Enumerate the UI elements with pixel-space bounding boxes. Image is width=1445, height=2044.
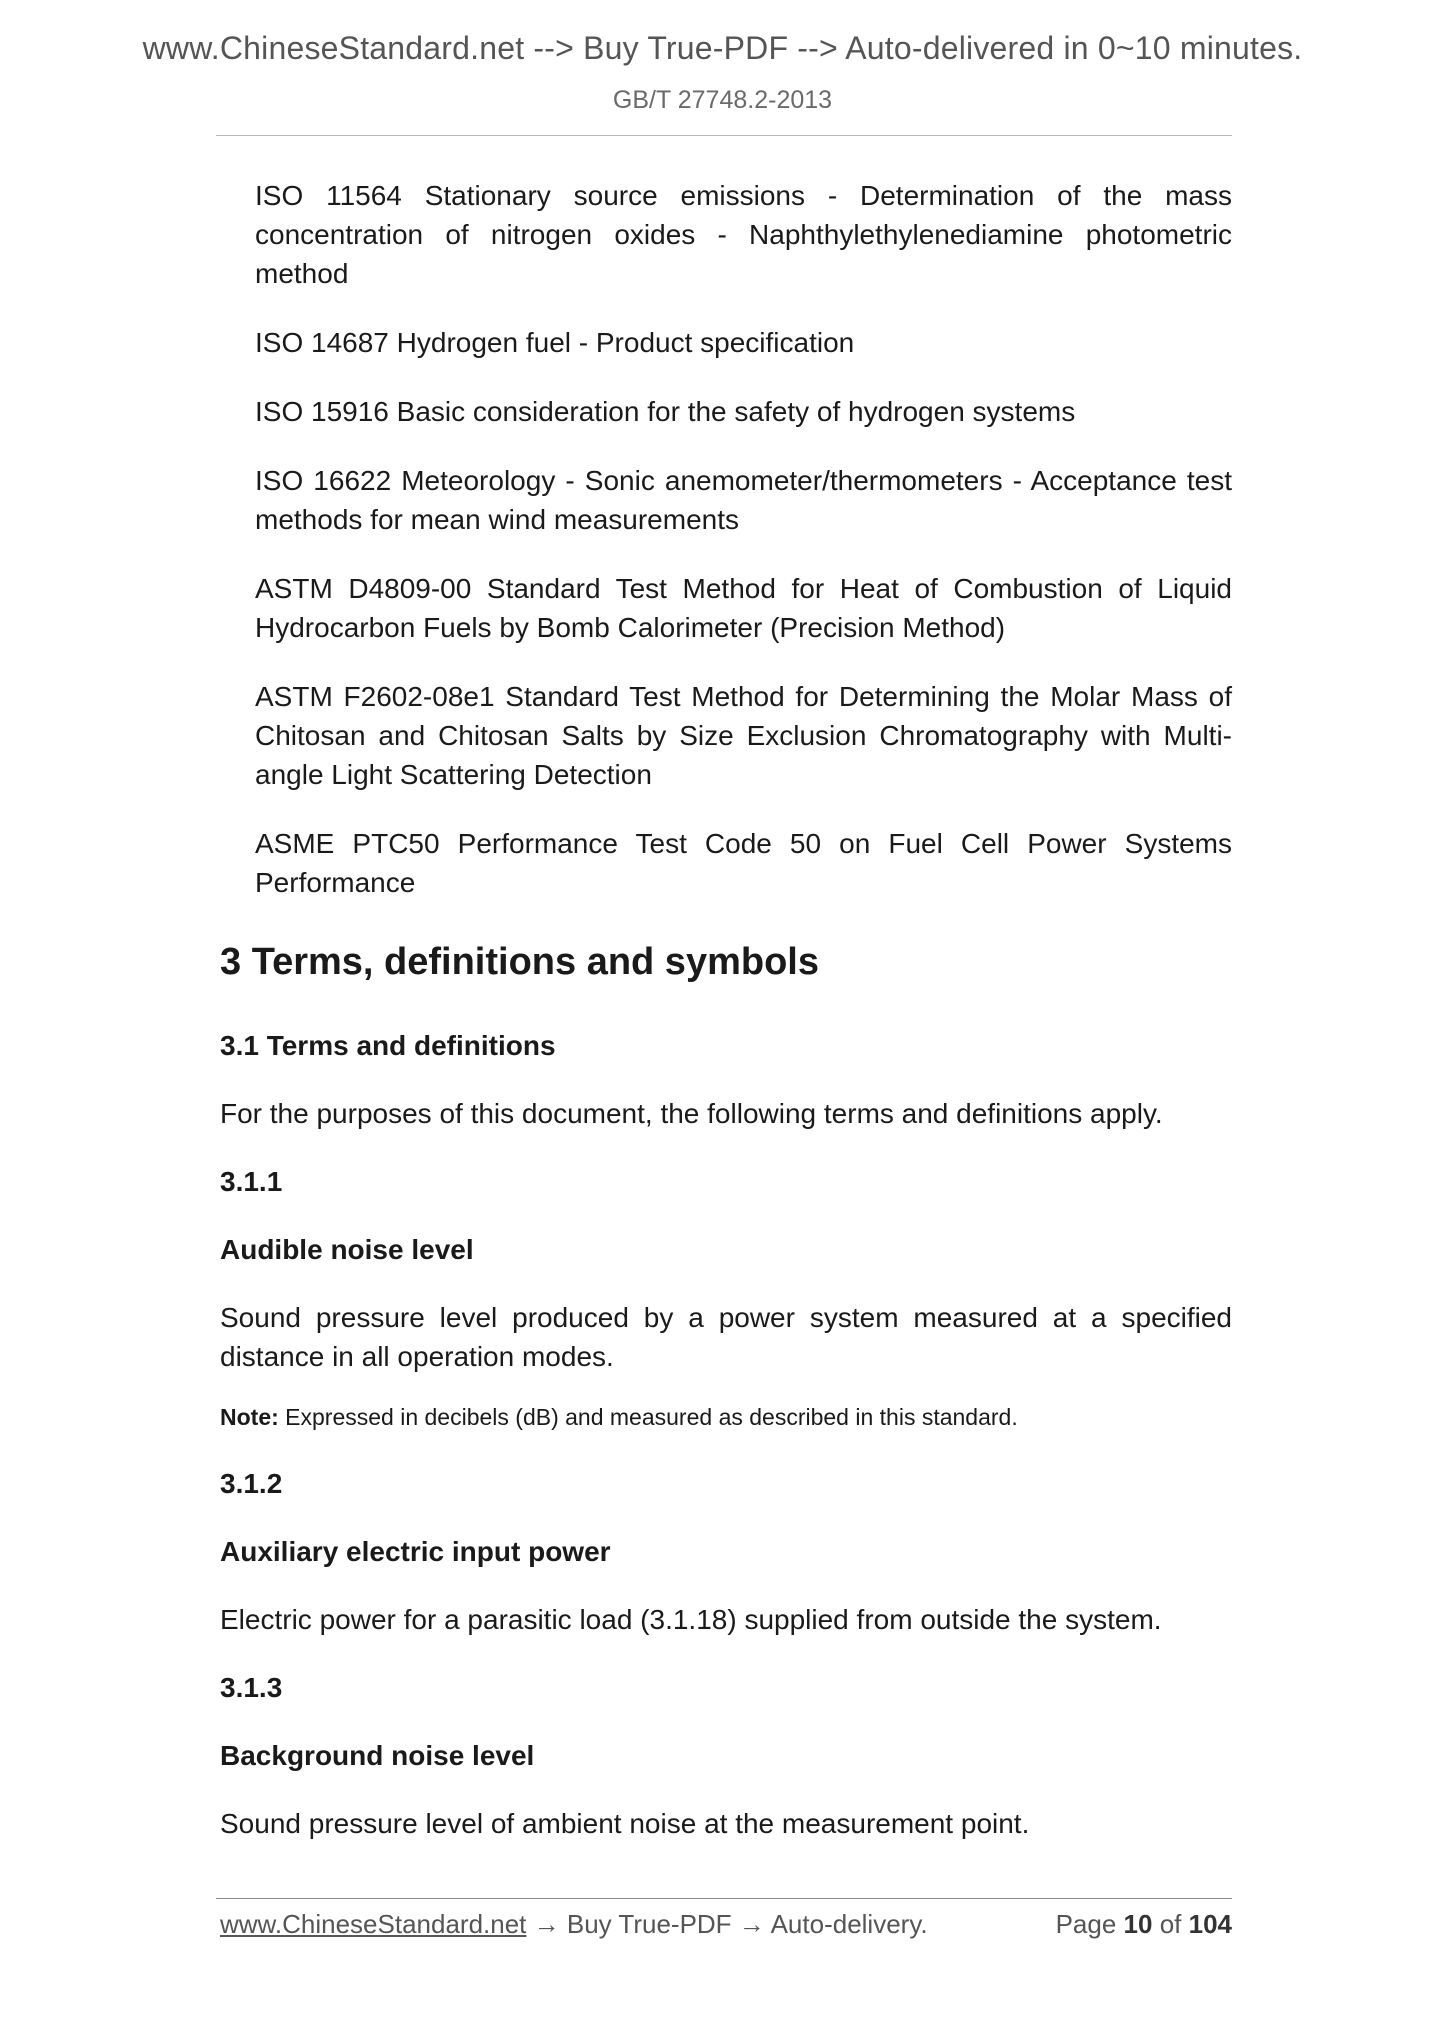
section-heading: 3 Terms, definitions and symbols bbox=[220, 941, 819, 983]
reference-item: ISO 11564 Stationary source emissions - Determination of the mass concentration of nitrogen oxides - Naphthylethylenediamine photometric method bbox=[255, 180, 1232, 289]
page-number: 10 bbox=[1123, 1909, 1153, 1939]
reference-item: ASTM D4809-00 Standard Test Method for Heat of Combustion of Liquid Hydrocarbon Fuels by Bomb Calorimeter (Precision Method) bbox=[255, 573, 1232, 643]
page-label: Page bbox=[1055, 1909, 1117, 1939]
intro-paragraph: For the purposes of this document, the following terms and definitions apply. bbox=[220, 1098, 1163, 1129]
term-note bbox=[220, 1401, 1232, 1434]
term-definition: Electric power for a parasitic load (3.1.18) supplied from outside the system. bbox=[220, 1604, 1162, 1635]
term-number: 3.1.3 bbox=[220, 1672, 283, 1703]
delivery-text: Auto-delivery. bbox=[770, 1909, 928, 1939]
arrow-icon: → bbox=[526, 1909, 567, 1939]
page-indicator bbox=[1056, 1907, 1232, 1941]
top-banner: www.ChineseStandard.net --> Buy True-PDF --> Auto-delivered in 0~10 minutes. bbox=[142, 30, 1303, 66]
reference-item: ASTM F2602-08e1 Standard Test Method for Determining the Molar Mass of Chitosan and Chitosan Salts by Size Exclusion Chromatography with Multi-angle Light Scattering Detection bbox=[255, 681, 1232, 790]
note-label: Note: bbox=[220, 1404, 279, 1430]
page-content bbox=[220, 176, 1232, 1872]
term-name: Background noise level bbox=[220, 1740, 535, 1771]
header-divider bbox=[216, 135, 1232, 136]
note-text: Expressed in decibels (dB) and measured as described in this standard. bbox=[278, 1404, 1018, 1430]
term-number: 3.1.2 bbox=[220, 1468, 283, 1499]
reference-item: ISO 14687 Hydrogen fuel - Product specification bbox=[255, 327, 855, 358]
site-link[interactable]: www.ChineseStandard.net bbox=[220, 1909, 527, 1939]
footer-promo bbox=[220, 1907, 928, 1941]
buy-text: Buy True-PDF bbox=[566, 1909, 732, 1939]
term-name: Audible noise level bbox=[220, 1234, 474, 1265]
of-label: of bbox=[1159, 1909, 1182, 1939]
reference-item: ISO 15916 Basic consideration for the safety of hydrogen systems bbox=[255, 396, 1076, 427]
subsection-heading: 3.1 Terms and definitions bbox=[220, 1030, 556, 1061]
document-code: GB/T 27748.2-2013 bbox=[612, 86, 833, 114]
term-name: Auxiliary electric input power bbox=[220, 1536, 611, 1567]
reference-item: ISO 16622 Meteorology - Sonic anemometer/thermometers - Acceptance test methods for mean wind measurements bbox=[255, 465, 1232, 535]
total-pages: 104 bbox=[1188, 1909, 1232, 1939]
arrow-icon: → bbox=[731, 1909, 771, 1939]
reference-item: ASME PTC50 Performance Test Code 50 on Fuel Cell Power Systems Performance bbox=[255, 828, 1232, 898]
normative-references-list bbox=[220, 176, 1232, 902]
footer-divider bbox=[216, 1898, 1232, 1899]
term-number: 3.1.1 bbox=[220, 1166, 283, 1197]
term-definition: Sound pressure level produced by a power system measured at a specified distance in all operation modes. bbox=[220, 1302, 1232, 1372]
term-definition: Sound pressure level of ambient noise at the measurement point. bbox=[220, 1808, 1030, 1839]
